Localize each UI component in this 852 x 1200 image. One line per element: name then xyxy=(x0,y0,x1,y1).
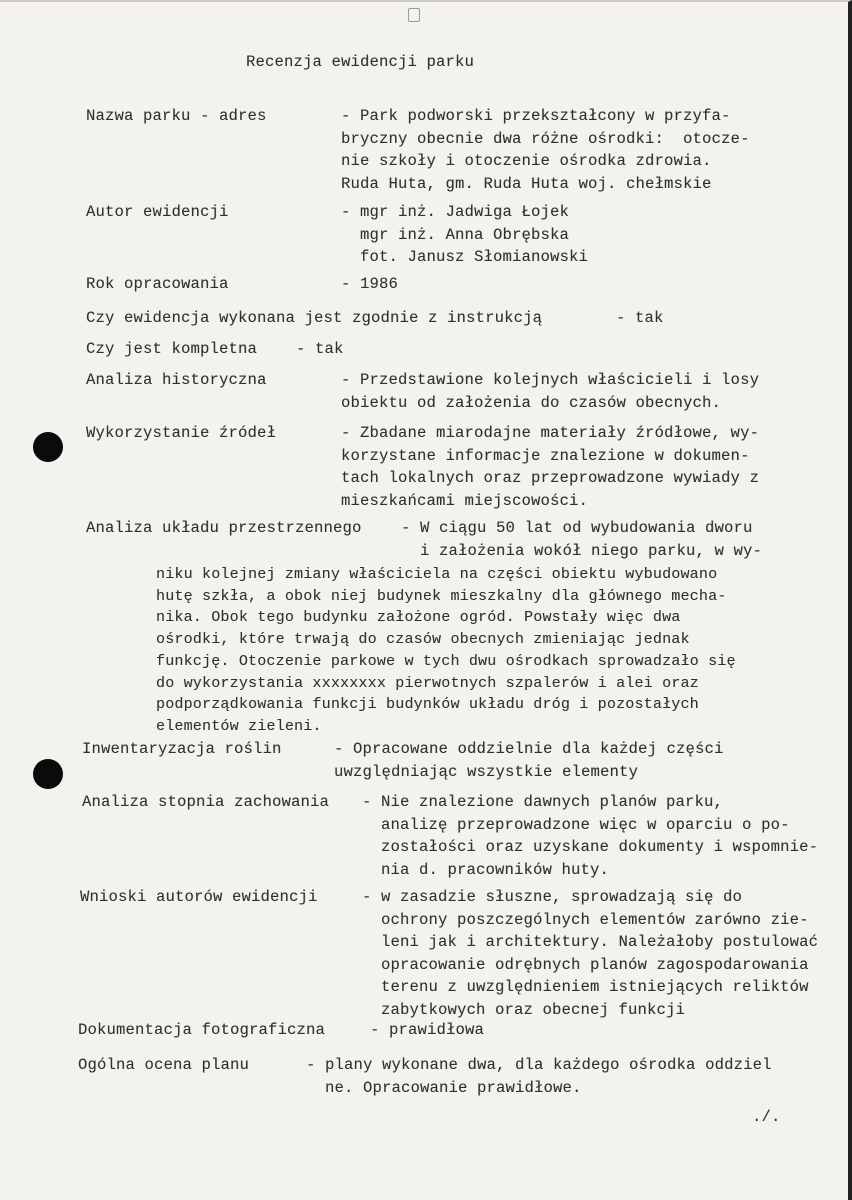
label-author: Autor ewidencji xyxy=(86,203,229,221)
value-inventory: - Opracowane oddzielnie dla każdej części uwzględniając wszystkie elementy xyxy=(334,740,724,781)
label-conclusions: Wnioski autorów ewidencji xyxy=(80,888,318,906)
label-complete: Czy jest kompletna xyxy=(86,340,258,358)
label-photo: Dokumentacja fotograficzna xyxy=(78,1021,326,1039)
value-complete: - tak xyxy=(296,340,344,358)
paper-mark xyxy=(408,8,420,22)
value-spatial-body: niku kolejnej zmiany właściciela na części obiektu wybudowano hutę szkła, a obok niej budynek mieszkalny dla głównego mecha- nika. Obok tego budynku założone ogród. Powstały więc dwa ośrodki, które trwają do czasów obecnych zmieniając jednak funkcję. Otoczenie parkowe w tych dwu ośrodkach sprowadzało się do wykorzystania xxxxxxxx pierwotnych szpalerów i alei oraz podporządkowania funkcji budynków układu dróg i pozostałych elementów zieleni. xyxy=(156,566,736,735)
label-evaluation: Ogólna ocena planu xyxy=(78,1056,250,1074)
value-historical: - Przedstawione kolejnych właścicieli i losy obiektu od założenia do czasów obecnych. xyxy=(341,371,760,412)
value-park-name: - Park podworski przekształcony w przyfa- bryczny obecnie dwa różne ośrodki: otocze- nie szkoły i otoczenie ośrodka zdrowia. Ruda Huta, gm. Ruda Huta woj. chełmskie xyxy=(341,107,750,193)
label-park-name: Nazwa parku - adres xyxy=(86,107,267,125)
value-author: - mgr inż. Jadwiga Łojek mgr inż. Anna Obrębska fot. Janusz Słomianowski xyxy=(341,203,589,266)
value-evaluation: - plany wykonane dwa, dla każdego ośrodka oddziel ne. Opracowanie prawidłowe. xyxy=(306,1056,772,1097)
continuation-mark: ./. xyxy=(752,1108,781,1126)
value-photo: - prawidłowa xyxy=(370,1021,485,1039)
value-year: - 1986 xyxy=(341,275,399,293)
punch-hole-top xyxy=(33,432,63,462)
document-title: Recenzja ewidencji parku xyxy=(246,53,475,71)
punch-hole-bottom xyxy=(33,759,63,789)
value-spatial-head: - W ciągu 50 lat od wybudowania dworu i założenia wokół niego parku, w wy- xyxy=(401,519,763,560)
label-sources: Wykorzystanie źródeł xyxy=(86,424,277,442)
label-spatial: Analiza układu przestrzennego xyxy=(86,519,362,537)
value-conclusions: - w zasadzie słuszne, sprowadzają się do ochrony poszczególnych elementów zarówno zie- leni jak i architektury. Należałoby postulować opracowanie odrębnych planów zagospodarowania terenu z uwzględnieniem istniejących reliktów zabytkowych oraz obecnej funkcji xyxy=(362,888,819,1019)
label-instruction: Czy ewidencja wykonana jest zgodnie z instrukcją xyxy=(86,309,543,327)
value-instruction: - tak xyxy=(616,309,664,327)
label-inventory: Inwentaryzacja roślin xyxy=(82,740,282,758)
label-preservation: Analiza stopnia zachowania xyxy=(82,793,330,811)
value-preservation: - Nie znalezione dawnych planów parku, analizę przeprowadzone więc w oparciu o po- zostałości oraz uzyskane dokumenty i wspomnie- nia d. pracowników huty. xyxy=(362,793,819,879)
value-sources: - Zbadane miarodajne materiały źródłowe, wy- korzystane informacje znalezione w dokumen- tach lokalnych oraz przeprowadzone wywiady z mieszkańcami miejscowości. xyxy=(341,424,760,510)
label-year: Rok opracowania xyxy=(86,275,229,293)
label-historical: Analiza historyczna xyxy=(86,371,267,389)
